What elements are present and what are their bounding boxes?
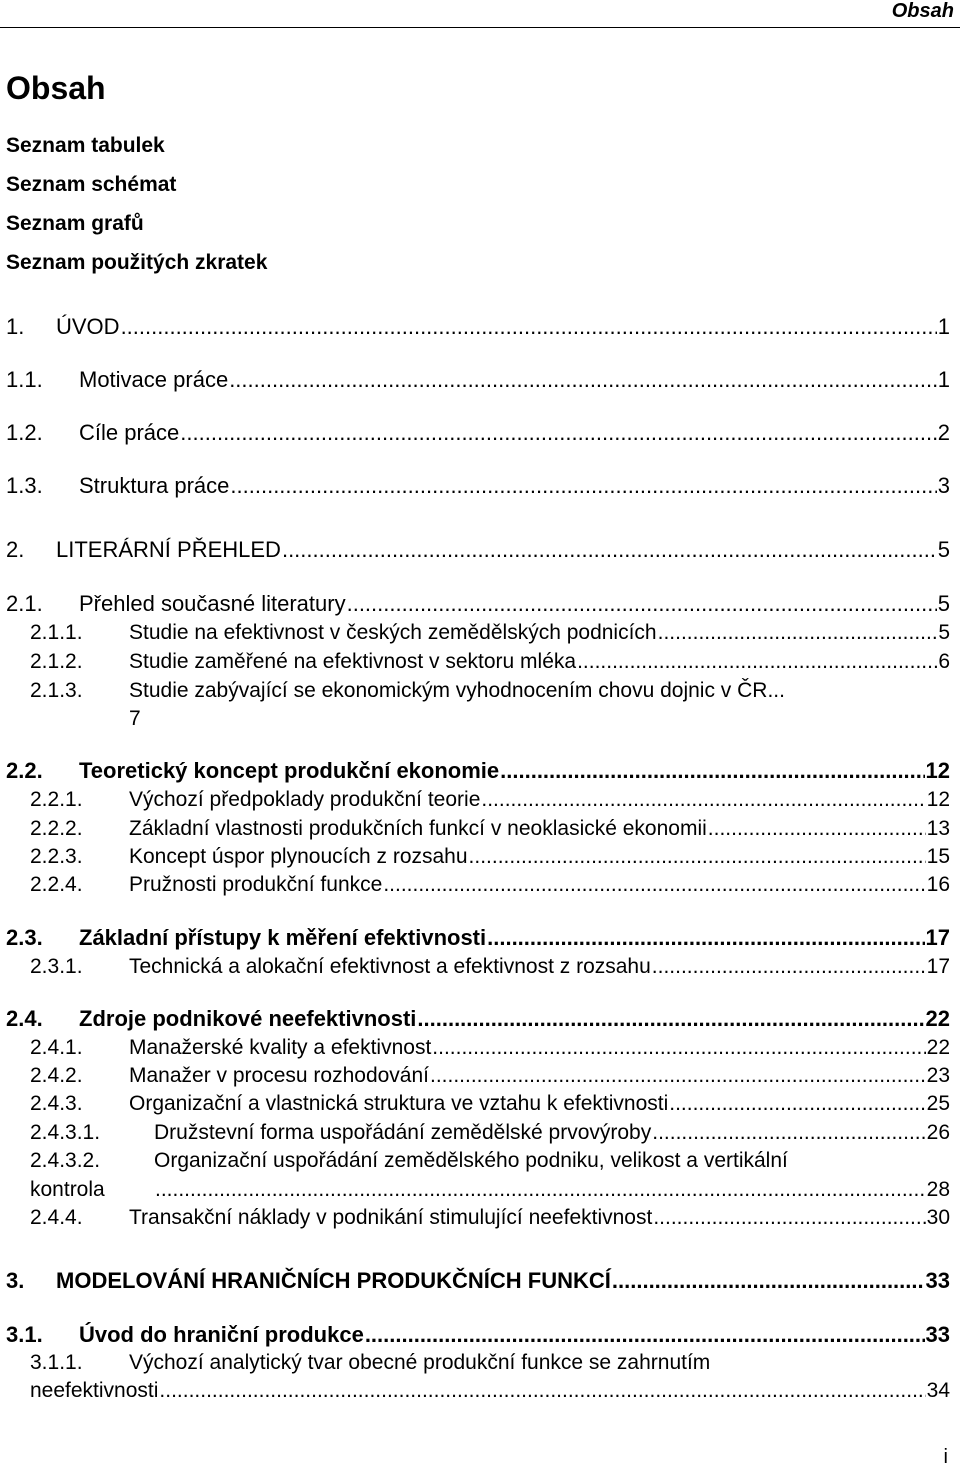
toc-entry[interactable] [30, 815, 950, 843]
toc-page: 5 [938, 621, 950, 644]
toc-label: Transakční náklady v podnikání stimulující neefektivnost [129, 1206, 653, 1229]
list-item[interactable]: Seznam použitých zkratek [6, 251, 268, 274]
toc-entry-continuation[interactable] [30, 1377, 950, 1405]
toc-leader [653, 1204, 925, 1232]
toc-page: 26 [926, 1121, 950, 1144]
toc-number: 2.1.2. [30, 650, 83, 673]
toc-number: 1.2. [6, 420, 43, 445]
toc-number: 2.2.2. [30, 817, 83, 840]
toc-number: 2.4.3.1. [30, 1121, 101, 1144]
page-title: Obsah [6, 70, 106, 106]
toc-page: 6 [938, 650, 950, 673]
toc-entry[interactable] [6, 419, 950, 447]
toc-page: 1 [937, 367, 950, 392]
toc-number: 2.2.1. [30, 788, 83, 811]
toc-leader [365, 1321, 925, 1349]
toc-entry[interactable] [30, 1090, 950, 1118]
toc-page: 33 [925, 1268, 950, 1293]
toc-entry[interactable] [6, 757, 950, 785]
list-item[interactable]: Seznam schémat [6, 173, 177, 196]
toc-page: 13 [926, 817, 950, 840]
toc-leader [469, 843, 926, 871]
toc-leader [417, 1005, 924, 1033]
toc-label: MODELOVÁNÍ HRANIČNÍCH PRODUKČNÍCH FUNKCÍ [56, 1268, 611, 1293]
toc-number: 2. [6, 537, 25, 562]
toc-leader [282, 536, 937, 564]
toc-leader [708, 815, 926, 843]
toc-label: ÚVOD [56, 314, 120, 339]
toc-number: 2.3. [6, 925, 43, 950]
toc-page: 17 [926, 955, 950, 978]
toc-leader [432, 1034, 925, 1062]
toc-number: 2.4.3. [30, 1092, 83, 1115]
toc-label: Výchozí předpoklady produkční teorie [129, 788, 481, 811]
toc-number: 2.2. [6, 758, 43, 783]
running-header: Obsah [891, 0, 954, 22]
toc-number: 2.4.1. [30, 1036, 83, 1059]
toc-entry[interactable] [30, 843, 950, 871]
toc-label: Základní přístupy k měření efektivnosti [79, 925, 487, 950]
toc-label: Motivace práce [79, 367, 229, 392]
toc-leader [155, 1176, 926, 1204]
toc-entry[interactable] [6, 590, 950, 618]
toc-entry[interactable] [6, 924, 950, 952]
toc-label: Manažer v procesu rozhodování [129, 1064, 429, 1087]
toc-leader [481, 786, 925, 814]
toc-leader [487, 924, 924, 952]
toc-label: Výchozí analytický tvar obecné produkční funkce se zahrnutím [129, 1351, 711, 1374]
toc-leader [612, 1267, 925, 1295]
toc-page: 15 [926, 845, 950, 868]
toc-label: Organizační a vlastnická struktura ve vztahu k efektivnosti [129, 1092, 669, 1115]
toc-leader [669, 1090, 925, 1118]
toc-leader [430, 1062, 926, 1090]
toc-entry[interactable] [30, 648, 950, 676]
toc-page: 2 [937, 420, 950, 445]
toc-entry[interactable] [6, 1005, 950, 1033]
toc-leader [658, 619, 938, 647]
toc-entry[interactable] [6, 1321, 950, 1349]
toc-label: Pružnosti produkční funkce [129, 873, 383, 896]
toc-page: 33 [925, 1322, 950, 1347]
toc-number: 2.4. [6, 1006, 43, 1031]
toc-page: 5 [937, 591, 950, 616]
toc-page: 3 [937, 473, 950, 498]
toc-number: 3. [6, 1268, 25, 1293]
toc-leader [577, 648, 937, 676]
toc-entry[interactable] [6, 313, 950, 341]
toc-entry[interactable] [30, 1119, 950, 1147]
toc-number: 2.4.2. [30, 1064, 83, 1087]
toc-number: 2.1.1. [30, 621, 83, 644]
toc-label: neefektivnosti [30, 1379, 159, 1402]
toc-entry[interactable] [30, 1034, 950, 1062]
toc-leader [180, 419, 936, 447]
toc-number: 2.2.4. [30, 873, 83, 896]
toc-entry[interactable] [6, 536, 950, 564]
toc-label: Zdroje podnikové neefektivnosti [79, 1006, 417, 1031]
toc-leader [347, 590, 937, 618]
toc-page: 25 [926, 1092, 950, 1115]
toc-leader [652, 953, 926, 981]
toc-entry[interactable] [30, 1147, 950, 1175]
toc-page: 7 [129, 707, 141, 730]
toc-number: 3.1.1. [30, 1351, 83, 1374]
toc-entry[interactable] [30, 1062, 950, 1090]
toc-leader [383, 871, 925, 899]
toc-label: Úvod do hraniční produkce [79, 1322, 364, 1347]
toc-entry[interactable] [6, 1267, 950, 1295]
toc-label: Studie zabývající se ekonomickým vyhodnocením chovu dojnic v ČR [129, 679, 768, 702]
toc-label: Technická a alokační efektivnost a efektivnost z rozsahu [129, 955, 651, 978]
toc-leader [500, 757, 924, 785]
toc-entry[interactable] [30, 953, 950, 981]
toc-entry[interactable] [6, 472, 950, 500]
toc-number: 1.1. [6, 367, 43, 392]
page-number: i [943, 1446, 948, 1468]
toc-entry-continuation[interactable] [30, 1176, 950, 1204]
toc-label: kontrola [30, 1178, 105, 1201]
toc-number: 2.4.3.2. [30, 1149, 101, 1172]
toc-entry[interactable] [30, 1349, 950, 1377]
toc-label: Cíle práce [79, 420, 180, 445]
toc-page: 30 [926, 1206, 950, 1229]
toc-entry[interactable] [30, 619, 950, 647]
toc-leader [230, 472, 936, 500]
toc-label: Studie na efektivnost v českých zemědělských podnicích [129, 621, 657, 644]
toc-page: 34 [926, 1379, 950, 1402]
toc-page: 5 [937, 537, 950, 562]
toc-leader [229, 366, 937, 394]
front-matter-list [6, 134, 267, 290]
toc-entry[interactable]: 2.1.3. Studie zabývající se ekonomickým vyhodnocením chovu dojnic v ČR ... [30, 677, 950, 705]
toc-label: Organizační uspořádání zemědělského podniku, velikost a vertikální [154, 1149, 788, 1172]
toc-page: 28 [926, 1178, 950, 1201]
toc-entry[interactable] [6, 366, 950, 394]
toc-label: Struktura práce [79, 473, 230, 498]
toc-page: 12 [926, 788, 950, 811]
toc-label: Manažerské kvality a efektivnost [129, 1036, 432, 1059]
toc-page: 23 [926, 1064, 950, 1087]
toc-page: 16 [926, 873, 950, 896]
toc-leader [652, 1119, 925, 1147]
header-rule [0, 27, 960, 28]
list-item[interactable]: Seznam grafů [6, 212, 144, 235]
toc-page: 1 [937, 314, 950, 339]
toc-number: 2.3.1. [30, 955, 83, 978]
toc-number: 2.4.4. [30, 1206, 83, 1229]
toc-number: 2.1. [6, 591, 43, 616]
toc-number: 2.2.3. [30, 845, 83, 868]
toc-number: 1.3. [6, 473, 43, 498]
toc-page: 22 [926, 1036, 950, 1059]
toc-entry[interactable] [30, 786, 950, 814]
toc-leader [159, 1377, 925, 1405]
toc-page: 22 [925, 1006, 950, 1031]
toc-label: Koncept úspor plynoucích z rozsahu [129, 845, 468, 868]
toc-page: 12 [925, 758, 950, 783]
toc-entry[interactable] [30, 1204, 950, 1232]
toc-leader [121, 313, 937, 341]
toc-number: 3.1. [6, 1322, 43, 1347]
toc-page: 17 [925, 925, 950, 950]
toc-number: 2.1.3. [30, 679, 83, 702]
toc-entry[interactable] [30, 871, 950, 899]
toc-label: Základní vlastnosti produkčních funkcí v neoklasické ekonomii [129, 817, 707, 840]
toc-number: 1. [6, 314, 25, 339]
toc-label: Družstevní forma uspořádání zemědělské prvovýroby [154, 1121, 652, 1144]
list-item[interactable]: Seznam tabulek [6, 134, 165, 157]
toc-label: LITERÁRNÍ PŘEHLED [56, 537, 281, 562]
toc-label: Studie zaměřené na efektivnost v sektoru mléka [129, 650, 577, 673]
toc-label: Přehled současné literatury [79, 591, 346, 616]
toc-label: Teoretický koncept produkční ekonomie [79, 758, 500, 783]
